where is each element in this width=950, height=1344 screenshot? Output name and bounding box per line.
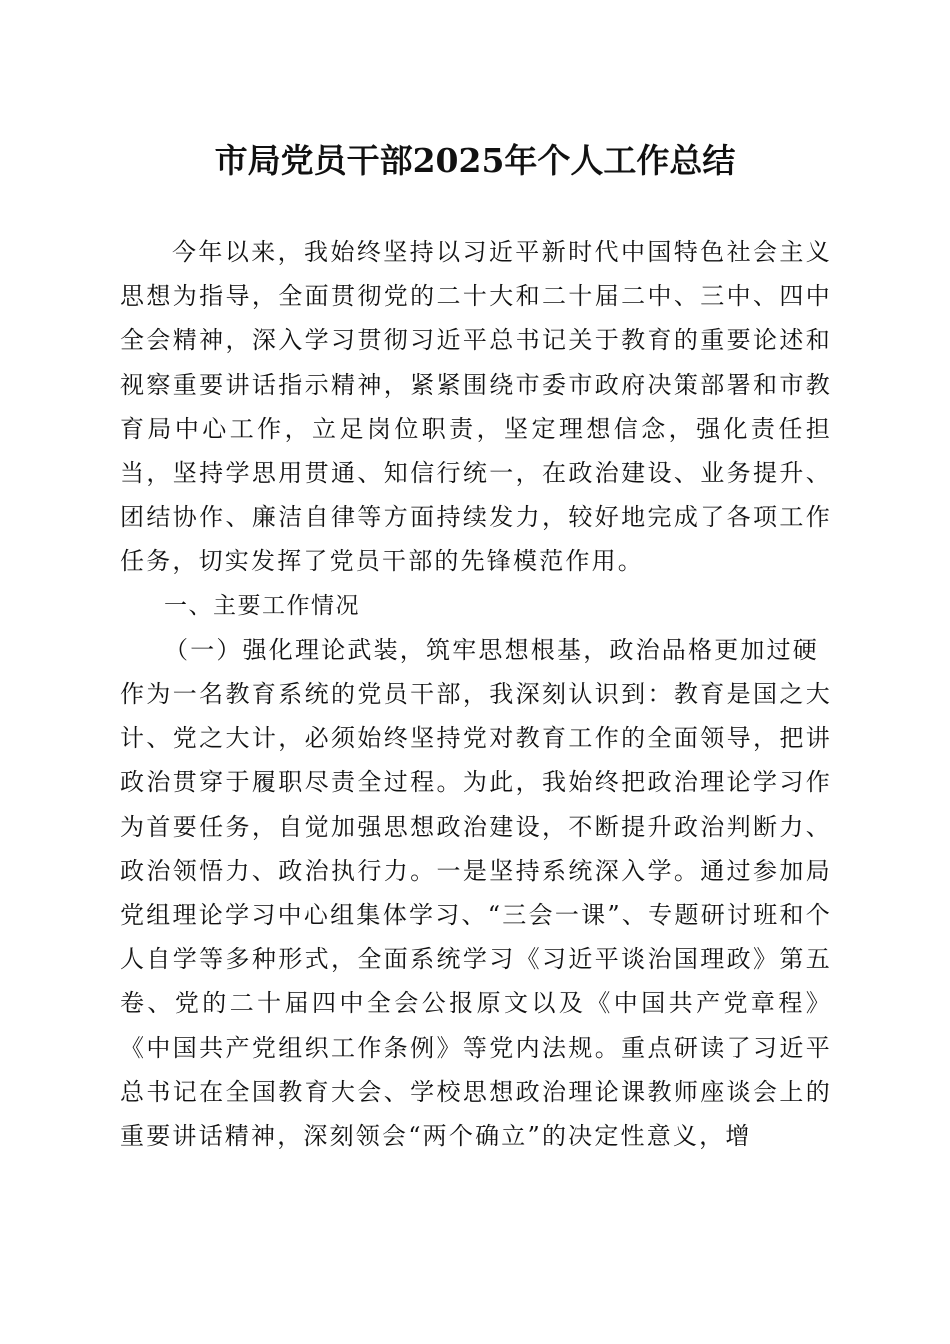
document-title: 市局党员干部2025年个人工作总结 [214,141,736,180]
intro-paragraph: 今年以来，我始终坚持以习近平新时代中国特色社会主义思想为指导，全面贯彻党的二十大和二十届二中、三中、四中全会精神，深入学习贯彻习近平总书记关于教育的重要论述和视察重要讲话指示精神，紧紧围绕市委市政府决策部署和市教育局中心工作，立足岗位职责，坚定理想信念，强化责任担当，坚持学思用贯通、知信行统一，在政治建设、业务提升、团结协作、廉洁自律等方面持续发力，较好地完成了各项工作任务，切实发挥了党员干部的先锋模范作用。 [120,238,832,576]
body-paragraph: 作为一名教育系统的党员干部，我深刻认识到：教育是国之大计、党之大计，必须始终坚持党对教育工作的全面领导，把讲政治贯穿于履职尽责全过程。为此，我始终把政治理论学习作为首要任务，自觉加强思想政治建设，不断提升政治判断力、政治领悟力、政治执行力。一是坚持系统深入学。通过参加局党组理论学习中心组集体学习、“三会一课”、专题研讨班和个人自学等多种形式，全面系统学习《习近平谈治国理政》第五卷、党的二十届四中全会公报原文以及《中国共产党章程》《中国共产党组织工作条例》等党内法规。重点研读了习近平总书记在全国教育大会、学校思想政治理论课教师座谈会上的重要讲话精神，深刻领会“两个确立”的决定性意义，增 [120,680,832,1151]
section-heading: 一、主要工作情况 [164,592,360,619]
subsection-heading: （一）强化理论武装，筑牢思想根基，政治品格更加过硬 [164,635,819,664]
document-body [120,230,832,1158]
